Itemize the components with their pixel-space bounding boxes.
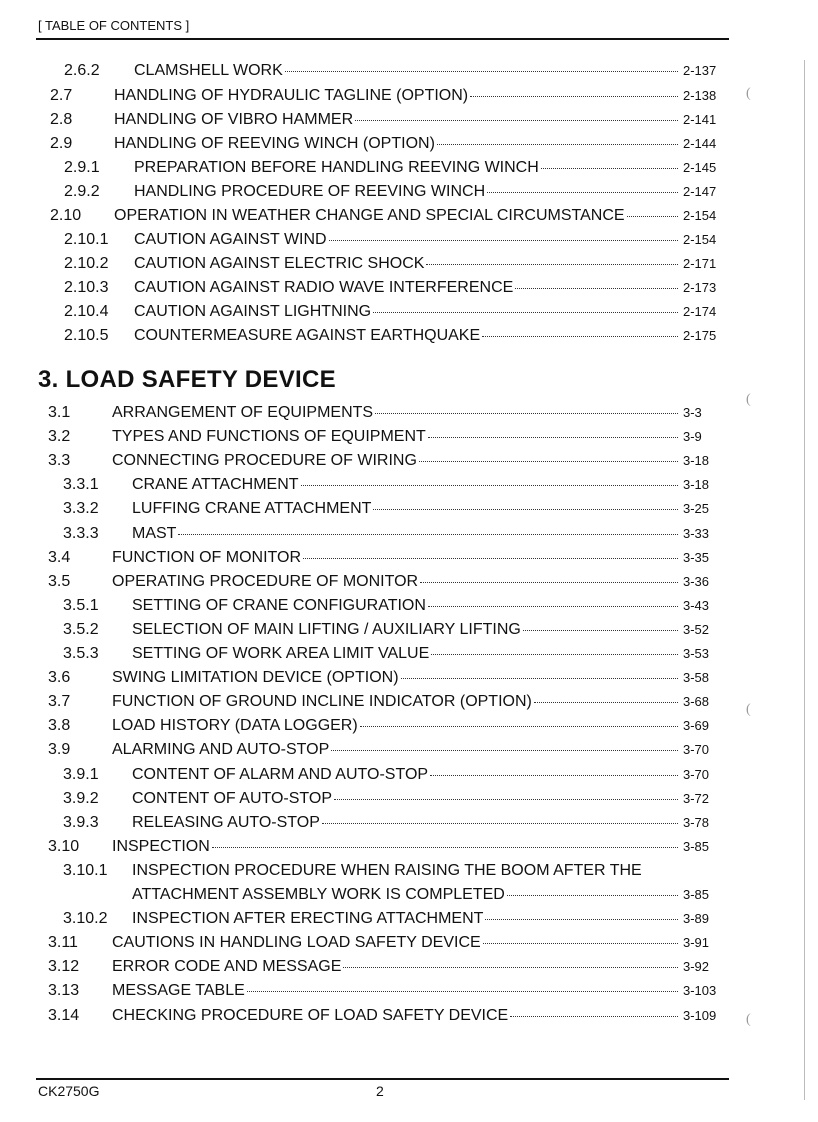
toc-entry-title-text: SELECTION OF MAIN LIFTING / AUXILIARY LIFTING [132,620,521,638]
toc-entry-title [112,931,680,955]
toc-entry[interactable] [0,666,818,690]
toc-entry-number: 3.5.3 [63,645,99,662]
toc-entry-title-text: HANDLING PROCEDURE OF REEVING WINCH [134,183,486,200]
dot-leader [331,750,678,751]
toc-entry-page: 3-69 [683,718,710,734]
scan-edge-line [804,60,805,1100]
toc-entry-title [112,738,680,762]
toc-entry[interactable] [0,859,818,883]
dot-leader [428,606,678,607]
toc-entry[interactable] [0,835,818,859]
dot-leader [515,288,678,289]
toc-entry-title [132,907,680,931]
dot-leader [355,120,678,121]
toc-entry-title-text: RELEASING AUTO-STOP [132,813,320,831]
toc-entry-title [134,252,680,276]
dot-leader [419,461,678,462]
toc-entry-number: 2.10.3 [64,279,109,296]
toc-entry-title-text: INSPECTION AFTER ERECTING ATTACHMENT [132,910,484,928]
toc-entry-title [112,835,680,859]
toc-entry-title [134,228,680,252]
toc-entry-page: 2-145 [683,160,717,175]
toc-entry[interactable] [0,690,818,714]
toc-entry-number: 3.10 [48,837,80,855]
dot-leader [470,96,678,97]
toc-entry[interactable] [0,228,818,252]
toc-entry-title [134,300,680,324]
toc-entry[interactable] [0,738,818,762]
toc-entry-title [134,276,680,300]
toc-entry[interactable] [0,401,818,425]
toc-entry-title [132,642,680,666]
toc-entry-number: 2.10.4 [64,303,109,320]
dot-leader [373,312,678,313]
toc-entry-title-text: CHECKING PROCEDURE OF LOAD SAFETY DEVICE [112,1006,509,1024]
dot-leader [212,847,678,848]
toc-entry-title-text: LUFFING CRANE ATTACHMENT [132,500,372,518]
toc-entry[interactable] [0,204,818,228]
toc-entry[interactable] [0,883,818,907]
toc-entry-title [112,690,680,714]
dot-leader [437,144,678,145]
toc-entry-title-text: INSPECTION PROCEDURE WHEN RAISING THE BOOM AFTER THE [132,861,642,879]
toc-entry-title-text: CRANE ATTACHMENT [132,476,299,494]
toc-entry-title-text: CAUTION AGAINST WIND [134,231,327,248]
toc-entry[interactable] [0,132,818,156]
toc-entry-title-text: SETTING OF WORK AREA LIMIT VALUE [132,645,430,662]
toc-entry[interactable] [0,449,818,473]
toc-entry-title-text: HANDLING OF REEVING WINCH (OPTION) [114,135,435,152]
toc-entry-page: 3-52 [683,621,710,637]
dot-leader [401,678,678,679]
toc-entry-number: 3.9.3 [63,813,99,831]
toc-entry-page: 3-103 [683,983,717,999]
toc-entry-page: 3-109 [683,1007,717,1023]
toc-entry[interactable] [0,425,818,449]
toc-entry-number: 3.3 [48,452,71,470]
toc-entry-page: 3-89 [683,911,710,927]
toc-entry-title-text: CONTENT OF AUTO-STOP [132,789,333,807]
toc-entry[interactable] [0,931,818,955]
toc-entry[interactable] [0,714,818,738]
dot-leader [360,726,678,727]
toc-entry[interactable] [0,979,818,1003]
dot-leader [483,943,678,944]
toc-entry-title-text: TYPES AND FUNCTIONS OF EQUIPMENT [112,428,426,446]
toc-entry-page: 3-78 [683,814,710,830]
toc-entry-page: 3-3 [683,405,702,420]
toc-entry-title-text: INSPECTION [112,837,210,855]
dot-leader [375,413,678,414]
toc-entry-page: 3-35 [683,549,710,565]
toc-entry-title-text: ATTACHMENT ASSEMBLY WORK IS COMPLETED [132,886,505,903]
toc-entry-page: 3-92 [683,959,710,975]
toc-entry-title [132,811,680,835]
toc-entry-page: 3-25 [683,501,710,517]
dot-leader [482,336,678,337]
toc-entry-title [132,618,680,642]
dot-leader [510,1016,678,1017]
toc-entry-title [132,763,680,787]
toc-entry-title-text: MESSAGE TABLE [112,982,245,1000]
toc-entry-page: 2-147 [683,184,717,199]
toc-entry-page: 3-18 [683,477,710,493]
toc-entry-title [134,324,680,348]
toc-entry-title [112,979,680,1003]
footer-model: CK2750G [38,1083,100,1099]
footer-page-number: 2 [376,1083,384,1099]
toc-entry[interactable] [0,252,818,276]
toc-entry-title [112,546,680,570]
toc-entry[interactable] [0,522,818,546]
toc-entry-title-text: OPERATION IN WEATHER CHANGE AND SPECIAL CIRCUMSTANCE [114,207,625,224]
toc-entry-title [132,497,680,521]
toc-entry-number: 3.5 [48,572,71,590]
dot-leader [430,775,678,776]
toc-entry-title [112,666,680,690]
toc-entry-number: 3.4 [48,548,71,566]
toc-entry-number: 3.1 [48,404,71,421]
toc-entry-page: 2-137 [683,63,717,78]
toc-entry-number: 2.6.2 [64,62,100,79]
toc-entry-number: 3.13 [48,982,80,1000]
toc-entry-number: 3.3.1 [63,476,99,494]
toc-entry-number: 3.10.1 [63,861,108,879]
dot-leader [322,823,678,824]
toc-entry-title-text: CAUTION AGAINST LIGHTNING [134,303,372,320]
toc-entry-title-text: LOAD HISTORY (DATA LOGGER) [112,717,358,735]
dot-leader [485,919,678,920]
toc-entry[interactable] [0,1004,818,1028]
toc-entry-title-text: ALARMING AND AUTO-STOP [112,741,330,759]
toc-entry[interactable] [0,955,818,979]
toc-entry-title [132,522,680,546]
toc-entry[interactable] [0,59,818,83]
toc-entry[interactable] [0,497,818,521]
toc-entry-page: 2-138 [683,88,717,103]
toc-entry[interactable] [0,763,818,787]
toc-entry-page: 3-72 [683,790,710,806]
toc-entry-number: 3.9.2 [63,789,99,807]
dot-leader [343,967,678,968]
dot-leader [420,582,678,583]
dot-leader [303,558,678,559]
toc-entry-title-text: HANDLING OF VIBRO HAMMER [114,111,354,128]
toc-entry[interactable] [0,473,818,497]
toc-entry-page: 3-68 [683,694,710,710]
toc-entry-title-text: CAUTION AGAINST RADIO WAVE INTERFERENCE [134,279,514,296]
toc-entry-number: 3.9 [48,741,71,759]
scan-mark: ( [746,392,751,407]
toc-entry-title [114,132,680,156]
dot-leader [178,534,678,535]
dot-leader [334,799,678,800]
toc-entry-page: 3-58 [683,670,710,686]
toc-entry-number: 3.11 [48,934,78,952]
toc-entry-title [132,594,680,618]
toc-entry-title [112,449,680,473]
toc-entry-page: 2-171 [683,256,717,271]
toc-entry-title-text: OPERATING PROCEDURE OF MONITOR [112,572,419,590]
toc-entry-number: 3.5.1 [63,596,99,614]
toc-entry[interactable] [0,811,818,835]
header-label: [ TABLE OF CONTENTS ] [38,18,190,33]
scan-mark: ( [746,702,751,717]
toc-entry-page: 2-154 [683,208,717,223]
toc-entry-number: 3.2 [48,428,71,446]
dot-leader [301,485,678,486]
toc-entry[interactable] [0,324,818,348]
toc-entry-page: 2-173 [683,280,717,295]
dot-leader [426,264,678,265]
toc-entry-title-text: ERROR CODE AND MESSAGE [112,958,342,976]
toc-entry-title [112,1004,680,1028]
dot-leader [285,71,678,72]
dot-leader [329,240,678,241]
toc-entry-title [112,425,680,449]
toc-entry-number: 2.7 [50,87,73,104]
toc-entry-title-text: COUNTERMEASURE AGAINST EARTHQUAKE [134,327,481,344]
dot-leader [523,630,678,631]
toc-entry-number: 3.10.2 [63,910,108,928]
toc-entry-number: 2.9.2 [64,183,100,200]
toc-entry-title-text: SETTING OF CRANE CONFIGURATION [132,596,426,614]
toc-entry-title-text: CLAMSHELL WORK [134,62,283,79]
toc-entry-number: 2.10.5 [64,327,109,344]
dot-leader [627,216,678,217]
toc-entry-page: 2-144 [683,136,717,151]
toc-entry-number: 3.5.2 [63,620,99,638]
toc-entry[interactable] [0,180,818,204]
toc-entry-title-text: HANDLING OF HYDRAULIC TAGLINE (OPTION) [114,87,469,104]
toc-entry-page: 3-36 [683,573,710,589]
toc-entry-page: 2-174 [683,304,717,319]
toc-entry-page: 3-85 [683,887,710,902]
toc-entry-title [114,204,680,228]
toc-entry[interactable] [0,300,818,324]
dot-leader [507,895,678,896]
dot-leader [541,168,678,169]
toc-entry-number: 3.7 [48,693,71,711]
toc-entry-title-text: FUNCTION OF GROUND INCLINE INDICATOR (OPTION) [112,693,532,711]
header-rule [36,38,729,40]
toc-entry-number: 3.14 [48,1006,80,1024]
toc-entry-number: 2.9 [50,135,73,152]
toc-entry-page: 3-9 [683,429,702,445]
chapter3-heading: 3. LOAD SAFETY DEVICE [38,366,336,393]
toc-entry-title [134,180,680,204]
toc-entry-page: 3-91 [683,935,710,951]
toc-entry-title [114,84,680,108]
toc-entry-number: 3.3.2 [63,500,99,518]
dot-leader [534,702,678,703]
toc-entry-number: 2.10.2 [64,255,109,272]
toc-entry-title-text: MAST [132,524,177,542]
toc-entry-title [134,156,680,180]
toc-entry-title-text: CAUTION AGAINST ELECTRIC SHOCK [134,255,425,272]
toc-entry-title [132,883,680,907]
toc-entry-page: 3-70 [683,742,710,758]
toc-entry-page: 3-70 [683,766,710,782]
toc-entry-number: 2.9.1 [64,159,100,176]
toc-entry-page: 3-85 [683,838,710,854]
toc-entry-title [134,59,680,83]
toc-entry[interactable] [0,618,818,642]
toc-entry-title [132,859,680,883]
dot-leader [487,192,678,193]
toc-entry-number: 3.6 [48,669,71,687]
toc-entry[interactable] [0,594,818,618]
toc-entry-page: 2-175 [683,328,717,343]
toc-entry-number: 2.8 [50,111,73,128]
toc-entry-title [112,955,680,979]
toc-entry[interactable] [0,570,818,594]
toc-entry[interactable] [0,642,818,666]
toc-entry-title-text: CONNECTING PROCEDURE OF WIRING [112,452,417,470]
footer-rule [36,1078,729,1080]
toc-entry-title [112,401,680,425]
toc-entry-title [112,714,680,738]
toc-entry[interactable] [0,156,818,180]
toc-entry-title-text: SWING LIMITATION DEVICE (OPTION) [112,669,399,687]
toc-entry[interactable] [0,84,818,108]
toc-entry-title-text: ARRANGEMENT OF EQUIPMENTS [112,404,374,421]
dot-leader [373,509,678,510]
toc-entry-number: 2.10.1 [64,231,109,248]
toc-entry-title-text: PREPARATION BEFORE HANDLING REEVING WINCH [134,159,539,176]
toc-entry[interactable] [0,276,818,300]
toc-entry-title-text: CONTENT OF ALARM AND AUTO-STOP [132,765,429,783]
toc-entry-page: 2-154 [683,232,717,247]
toc-entry-number: 3.12 [48,958,80,976]
dot-leader [428,437,678,438]
scan-mark: ( [746,1012,751,1027]
toc-entry-page: 3-18 [683,453,710,469]
toc-entry-page: 3-53 [683,646,710,661]
toc-entry-page: 2-141 [683,112,717,127]
toc-entry[interactable] [0,907,818,931]
toc-entry-number: 3.8 [48,717,71,735]
toc-entry-number: 3.9.1 [63,765,99,783]
toc-entry-page: 3-33 [683,525,710,541]
toc-entry-number: 3.3.3 [63,524,99,542]
toc-entry[interactable] [0,787,818,811]
toc-entry-number: 2.10 [50,207,82,224]
dot-leader [247,991,678,992]
toc-entry-page: 3-43 [683,597,710,613]
toc-entry-title [112,570,680,594]
toc-entry-title [132,787,680,811]
toc-entry[interactable] [0,546,818,570]
toc-entry-title-text: CAUTIONS IN HANDLING LOAD SAFETY DEVICE [112,934,481,952]
toc-entry-title [114,108,680,132]
toc-entry[interactable] [0,108,818,132]
scan-mark: ( [746,86,751,101]
toc-entry-title [132,473,680,497]
dot-leader [431,654,678,655]
toc-entry-title-text: FUNCTION OF MONITOR [112,548,302,566]
